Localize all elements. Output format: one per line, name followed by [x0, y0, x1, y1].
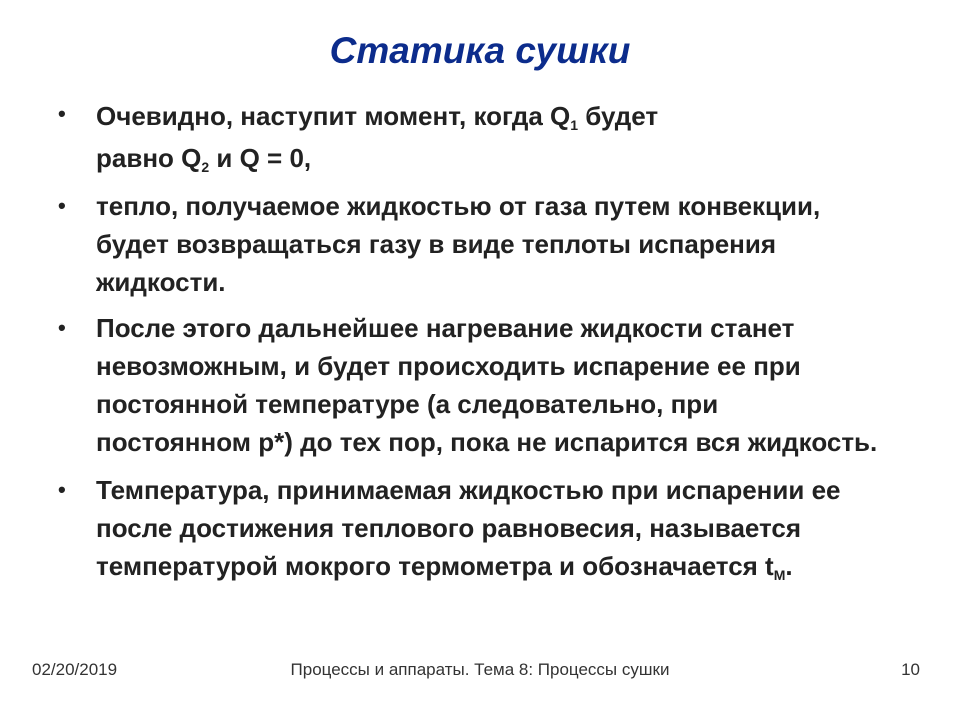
bullet-item [58, 471, 878, 585]
bullet-item [58, 95, 878, 179]
bullet-icon: • [58, 193, 66, 218]
bullet-text: Температура, принимаемая жидкостью при испарении ее после достижения теплового равновесия, называется температурой мокрого термометра и обозначается $t_M$. [96, 475, 841, 583]
bullet-text: После этого дальнейшее нагревание жидкости станет невозможным, и будет происходить испарение ее при постоянной температуре (а следовательно, при постоянном p*) до тех пор, пока не испарится вся жидкость. [96, 313, 878, 457]
footer-date: 02/20/2019 [32, 660, 118, 679]
bullet-item [58, 309, 878, 461]
bullet-item [58, 187, 878, 301]
bullet-text: тепло, получаемое жидкостью от газа путем конвекции, будет возвращаться газу в виде теплоты испарения жидкости. [96, 191, 821, 297]
footer-title: Процессы и аппараты. Тема 8: Процессы сушки [290, 660, 670, 679]
subscript: 2 [201, 159, 210, 175]
subscript: M [773, 567, 786, 583]
bullet-icon: • [58, 315, 66, 340]
page-number: 10 [901, 660, 920, 679]
bullet-icon: • [58, 477, 66, 502]
slide-title: Статика сушки [329, 30, 631, 71]
bullet-text: Очевидно, наступит момент, когда $Q_1$ будет равно $Q_2$ и Q = 0, [96, 101, 659, 175]
bullet-icon: • [58, 101, 66, 126]
bullet-list [58, 95, 878, 585]
subscript: 1 [570, 117, 579, 133]
